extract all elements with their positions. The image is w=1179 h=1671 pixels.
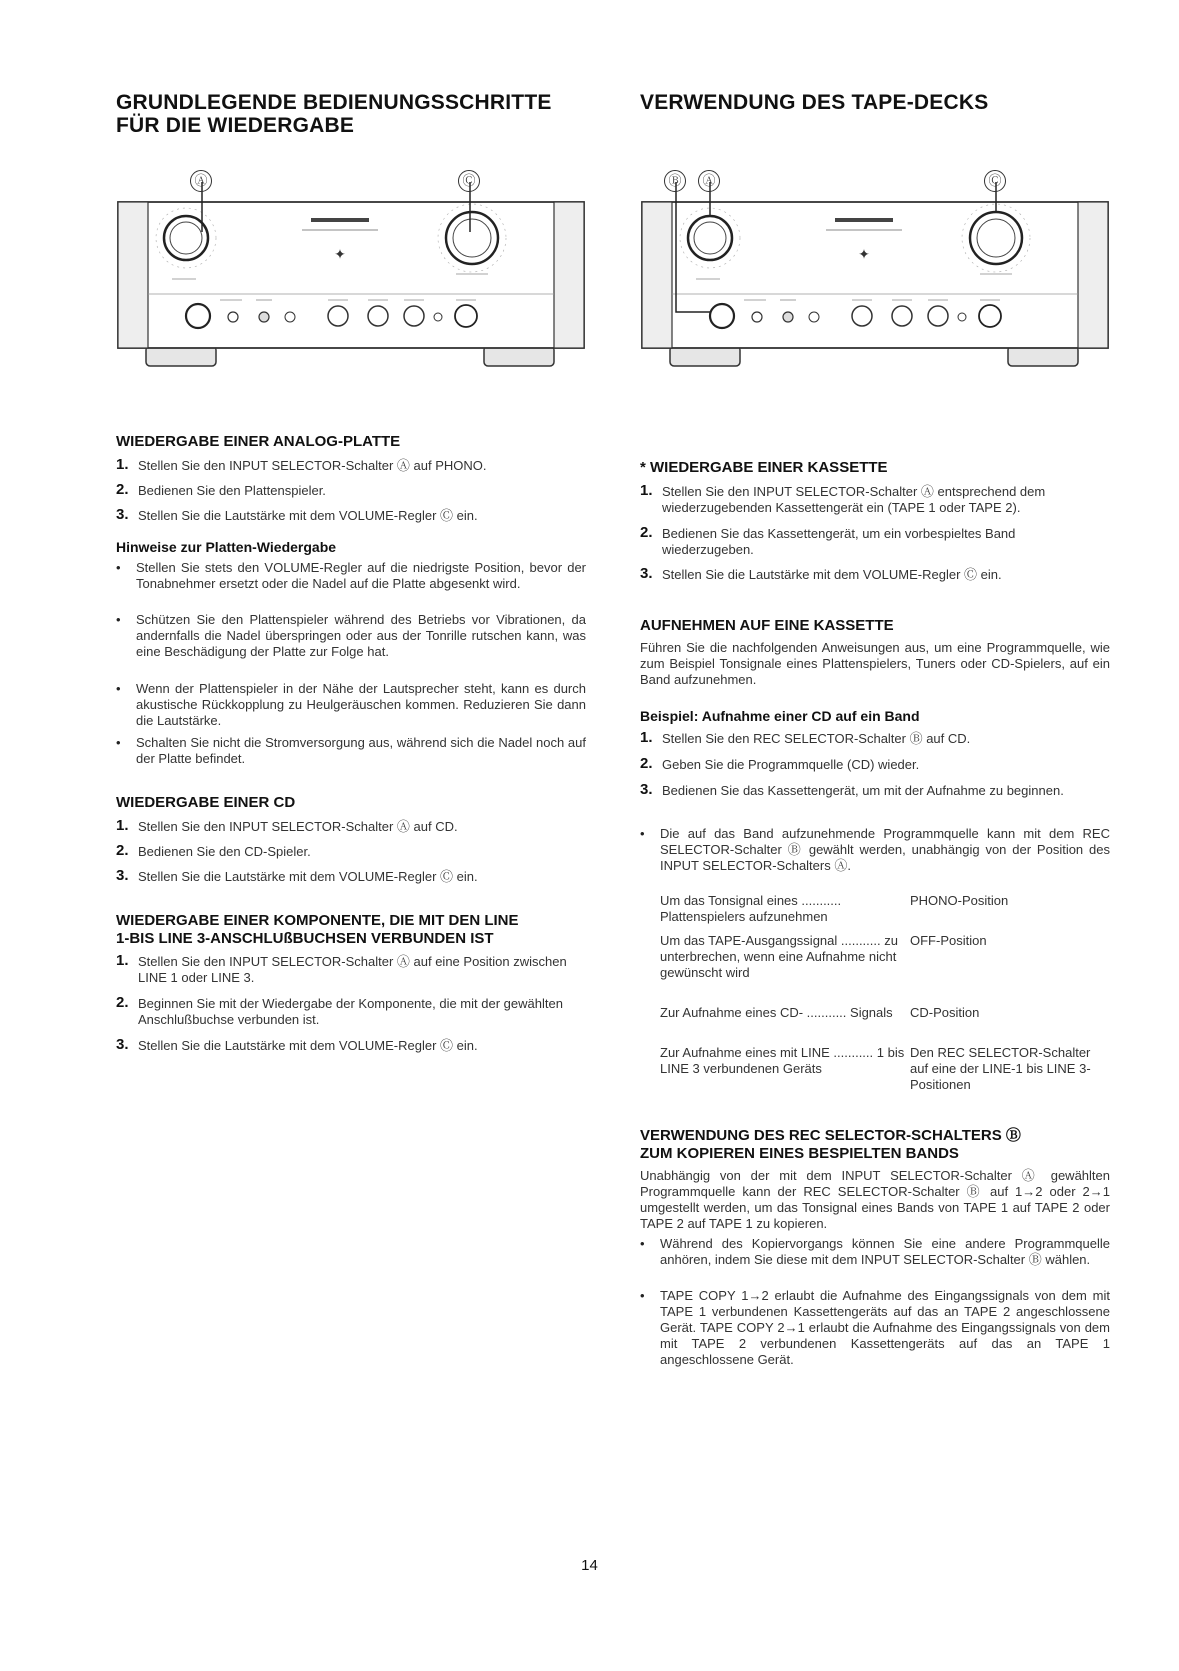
step-number: 2. bbox=[116, 994, 129, 1011]
amplifier-diagram-left bbox=[116, 173, 586, 376]
cd-title: WIEDERGABE EINER CD bbox=[116, 794, 296, 811]
table-cell-right: Den REC SELECTOR-Schalter auf eine der LINE-1 bis LINE 3-Positionen bbox=[910, 1045, 1091, 1092]
component-title-line1: WIEDERGABE EINER KOMPONENTE, DIE MIT DEN LINE bbox=[116, 912, 519, 929]
step-number: 1. bbox=[116, 456, 129, 473]
cd-step-1 bbox=[116, 819, 586, 835]
cassette-step-2 bbox=[640, 526, 1110, 558]
note-text: Die auf das Band aufzunehmende Programmquelle kann mit dem REC SELECTOR-Schalter Ⓑ gewählt werden, unabhängig von der Position des INPUT SELECTOR-Schalters Ⓐ. bbox=[660, 826, 1110, 873]
callout-a-left: Ⓐ bbox=[190, 170, 212, 192]
bullet-dot: • bbox=[116, 735, 121, 750]
hint-3 bbox=[116, 681, 586, 729]
step-number: 3. bbox=[116, 867, 129, 884]
step-text: Stellen Sie die Lautstärke mit dem VOLUME-Regler Ⓒ ein. bbox=[138, 869, 478, 884]
component-title bbox=[116, 912, 586, 948]
bullet-text: TAPE COPY 1→2 erlaubt die Aufnahme des Eingangssignals von dem mit TAPE 1 verbundenen Kassettengeräts auf das an TAPE 2 angeschlossene Gerät. TAPE COPY 2→1 erlaubt die Aufnahme des Eingangssignals von dem mit TAPE 2 verbundenen Kassettengeräts auf das an TAPE 1 angeschlossene Gerät. bbox=[660, 1288, 1110, 1367]
bullet-dot: • bbox=[116, 681, 121, 696]
callout-a-right: Ⓐ bbox=[698, 170, 720, 192]
cd-step-2 bbox=[116, 844, 586, 860]
step-number: 3. bbox=[640, 565, 653, 582]
component-step-1 bbox=[116, 954, 586, 986]
step-text: Beginnen Sie mit der Wiedergabe der Komponente, die mit der gewählten Anschlußbuchse verbunden ist. bbox=[138, 996, 563, 1027]
hint-text: Stellen Sie stets den VOLUME-Regler auf die niedrigste Position, bevor der Tonabnehmer ersetzt oder die Nadel auf die Platte abgesenkt wird. bbox=[136, 560, 586, 591]
step-text: Stellen Sie den INPUT SELECTOR-Schalter Ⓐ auf CD. bbox=[138, 819, 458, 834]
copy-bullet-1 bbox=[640, 1236, 1110, 1268]
callout-c-left: Ⓒ bbox=[458, 170, 480, 192]
step-number: 2. bbox=[640, 755, 653, 772]
hints-title: Hinweise zur Platten-Wiedergabe bbox=[116, 539, 337, 555]
left-title bbox=[116, 91, 552, 137]
copy-title-line1: VERWENDUNG DES REC SELECTOR-SCHALTERS Ⓑ bbox=[640, 1127, 1021, 1144]
analog-step-3 bbox=[116, 508, 586, 524]
analog-step-2 bbox=[116, 483, 586, 499]
hint-2 bbox=[116, 612, 586, 660]
svg-text:✦: ✦ bbox=[334, 247, 346, 263]
step-text: Stellen Sie die Lautstärke mit dem VOLUME-Regler Ⓒ ein. bbox=[662, 567, 1002, 582]
table-cell-right: OFF-Position bbox=[910, 933, 987, 948]
step-number: 1. bbox=[116, 817, 129, 834]
bullet-dot: • bbox=[640, 1236, 645, 1251]
step-number: 2. bbox=[640, 524, 653, 541]
left-title-line1: GRUNDLEGENDE BEDIENUNGSSCHRITTE bbox=[116, 91, 552, 114]
copy-title bbox=[640, 1127, 1110, 1163]
step-text: Stellen Sie den INPUT SELECTOR-Schalter Ⓐ entsprechend dem wiederzugebenden Kassettengerät ein (TAPE 1 oder TAPE 2). bbox=[662, 484, 1046, 515]
table-cell-left: Zur Aufnahme eines mit LINE ........... 1 bis LINE 3 verbundenen Geräts bbox=[660, 1045, 905, 1076]
step-text: Geben Sie die Programmquelle (CD) wieder. bbox=[662, 757, 920, 772]
component-title-line2: 1-BIS LINE 3-ANSCHLUßBUCHSEN VERBUNDEN IST bbox=[116, 930, 494, 947]
record-title: AUFNEHMEN AUF EINE KASSETTE bbox=[640, 617, 894, 634]
cd-step-3 bbox=[116, 869, 586, 885]
hint-text: Wenn der Plattenspieler in der Nähe der Lautsprecher steht, kann es durch akustische Rückkopplung zu Heulgeräuschen kommen. Reduzieren Sie dann die Lautstärke. bbox=[136, 681, 586, 728]
step-number: 3. bbox=[116, 1036, 129, 1053]
step-number: 2. bbox=[116, 842, 129, 859]
record-note bbox=[640, 826, 1110, 874]
hint-4 bbox=[116, 735, 586, 767]
component-step-2 bbox=[116, 996, 586, 1028]
left-title-line2: FÜR DIE WIEDERGABE bbox=[116, 114, 355, 137]
callout-c-right: Ⓒ bbox=[984, 170, 1006, 192]
record-step-1 bbox=[640, 731, 1110, 747]
bullet-dot: • bbox=[640, 1288, 645, 1303]
table-cell-right: PHONO-Position bbox=[910, 893, 1009, 908]
right-title: VERWENDUNG DES TAPE-DECKS bbox=[640, 91, 989, 114]
cassette-title: * WIEDERGABE EINER KASSETTE bbox=[640, 459, 888, 476]
record-example-title: Beispiel: Aufnahme einer CD auf ein Band bbox=[640, 708, 920, 724]
record-step-3 bbox=[640, 783, 1110, 799]
step-text: Stellen Sie die Lautstärke mit dem VOLUME-Regler Ⓒ ein. bbox=[138, 1038, 478, 1053]
callout-b-right: Ⓑ bbox=[664, 170, 686, 192]
record-intro: Führen Sie die nachfolgenden Anweisungen aus, um eine Programmquelle, wie zum Beispiel Tonsignale eines Plattenspielers, Tuners oder CD-Spielers, auf ein Band aufzunehmen. bbox=[640, 640, 1110, 687]
analog-title: WIEDERGABE EINER ANALOG-PLATTE bbox=[116, 433, 401, 450]
step-number: 1. bbox=[640, 729, 653, 746]
table-cell-left: Zur Aufnahme eines CD- ........... Signals bbox=[660, 1005, 893, 1020]
copy-bullet-2 bbox=[640, 1288, 1110, 1368]
page-number: 14 bbox=[581, 1557, 598, 1574]
amplifier-front-panel-illustration bbox=[640, 176, 1110, 376]
step-number: 2. bbox=[116, 481, 129, 498]
table-cell-left: Um das TAPE-Ausgangssignal ........... zu unterbrechen, wenn eine Aufnahme nicht gewünscht wird bbox=[660, 933, 898, 980]
step-text: Bedienen Sie das Kassettengerät, um ein vorbespieltes Band wiederzugeben. bbox=[662, 526, 1016, 557]
bullet-dot: • bbox=[640, 826, 645, 841]
bullet-dot: • bbox=[116, 560, 121, 575]
analog-step-1 bbox=[116, 458, 586, 474]
step-number: 3. bbox=[116, 506, 129, 523]
step-number: 3. bbox=[640, 781, 653, 798]
copy-title-line2: ZUM KOPIEREN EINES BESPIELTEN BANDS bbox=[640, 1145, 959, 1162]
hint-text: Schützen Sie den Plattenspieler während des Betriebs vor Vibrationen, da andernfalls die Nadel überspringen oder aus der Tonrille rutschen kann, was eine Beschädigung der Platte zur Folge hat. bbox=[136, 612, 586, 659]
cassette-step-3 bbox=[640, 567, 1110, 583]
step-number: 1. bbox=[116, 952, 129, 969]
amplifier-front-panel-illustration bbox=[116, 176, 586, 376]
amplifier-diagram-right bbox=[640, 173, 1110, 376]
step-text: Bedienen Sie den CD-Spieler. bbox=[138, 844, 311, 859]
step-text: Bedienen Sie den Plattenspieler. bbox=[138, 483, 326, 498]
bullet-text: Während des Kopiervorgangs können Sie eine andere Programmquelle anhören, indem Sie diese mit dem INPUT SELECTOR-Schalter Ⓑ wählen. bbox=[660, 1236, 1110, 1267]
record-step-2 bbox=[640, 757, 1110, 773]
hint-1 bbox=[116, 560, 586, 592]
table-cell-left: Um das Tonsignal eines ........... Plattenspielers aufzunehmen bbox=[660, 893, 842, 924]
bullet-dot: • bbox=[116, 612, 121, 627]
step-text: Stellen Sie den INPUT SELECTOR-Schalter Ⓐ auf PHONO. bbox=[138, 458, 487, 473]
component-step-3 bbox=[116, 1038, 586, 1054]
step-text: Stellen Sie die Lautstärke mit dem VOLUME-Regler Ⓒ ein. bbox=[138, 508, 478, 523]
step-text: Stellen Sie den INPUT SELECTOR-Schalter Ⓐ auf eine Position zwischen LINE 1 oder LINE 3. bbox=[138, 954, 567, 985]
cassette-step-1 bbox=[640, 484, 1110, 516]
copy-intro: Unabhängig von der mit dem INPUT SELECTOR-Schalter Ⓐ gewählten Programmquelle kann der REC SELECTOR-Schalter Ⓑ auf 1→2 oder 2→1 umgestellt werden, um das Tonsignal eines Bands von TAPE 1 auf TAPE 2 oder TAPE 2 auf TAPE 1 zu kopieren. bbox=[640, 1168, 1110, 1231]
svg-text:✦: ✦ bbox=[858, 247, 870, 263]
step-text: Stellen Sie den REC SELECTOR-Schalter Ⓑ auf CD. bbox=[662, 731, 971, 746]
step-text: Bedienen Sie das Kassettengerät, um mit der Aufnahme zu beginnen. bbox=[662, 783, 1064, 798]
table-cell-right: CD-Position bbox=[910, 1005, 980, 1020]
hint-text: Schalten Sie nicht die Stromversorgung aus, während sich die Nadel noch auf der Platte befindet. bbox=[136, 735, 586, 766]
step-number: 1. bbox=[640, 482, 653, 499]
record-position-table bbox=[660, 893, 1110, 1093]
